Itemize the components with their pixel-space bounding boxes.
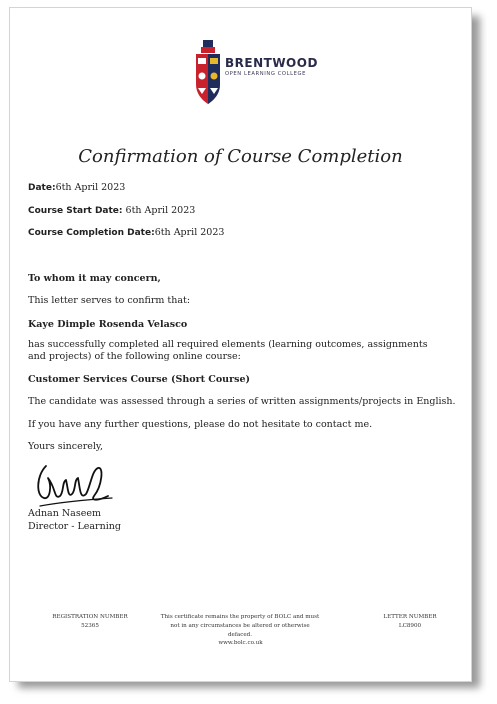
start-date-label: Course Start Date: [28, 206, 123, 216]
notice-line-2: not in any circumstances be altered or otherwise defaced. [170, 623, 310, 638]
brand-subtitle: OPEN LEARNING COLLEGE [225, 71, 306, 77]
website-url: www.bolc.co.uk [218, 640, 263, 646]
start-date-line [28, 205, 195, 217]
completed-text: has successfully completed all required elements (learning outcomes, assignments and projects) of the following online course: [28, 339, 428, 362]
notice-line-1: This certificate remains the property of BOLC and must [160, 614, 320, 620]
student-name: Kaye Dimple Rosenda Velasco [28, 319, 188, 330]
certificate-page [9, 7, 472, 682]
college-logo [194, 38, 318, 110]
signatory-title: Director - Learning [28, 521, 121, 532]
registration-value: 52365 [81, 623, 99, 629]
salutation: To whom it may concern, [28, 273, 161, 284]
completion-date-line [28, 227, 224, 239]
course-name: Customer Services Course (Short Course) [28, 374, 250, 385]
intro-text: This letter serves to confirm that: [28, 295, 191, 306]
shield-icon [194, 38, 222, 110]
completion-date-label: Course Completion Date: [28, 228, 155, 238]
date-label: Date: [28, 183, 56, 193]
brand-text [225, 56, 318, 78]
registration-label: REGISTRATION NUMBER [52, 614, 128, 620]
date-line [28, 182, 125, 194]
date-value: 6th April 2023 [55, 182, 126, 193]
brand-name: BRENTWOOD [225, 56, 318, 70]
letter-number-value: LC8900 [398, 623, 422, 629]
registration-block [32, 613, 148, 631]
letter-title: Confirmation of Course Completion [78, 146, 403, 167]
signatory-name: Adnan Naseem [28, 508, 101, 519]
completion-date-value: 6th April 2023 [154, 227, 225, 238]
closing-text: Yours sincerely, [28, 441, 104, 452]
questions-text: If you have any further questions, please do not hesitate to contact me. [28, 419, 373, 430]
letter-number-label: LETTER NUMBER [383, 614, 437, 620]
letter-number-block [362, 613, 458, 631]
start-date-value: 6th April 2023 [125, 205, 196, 216]
assessment-text: The candidate was assessed through a series of written assignments/projects in English. [28, 396, 456, 407]
signature-image [32, 456, 114, 512]
notice-block [160, 613, 320, 640]
